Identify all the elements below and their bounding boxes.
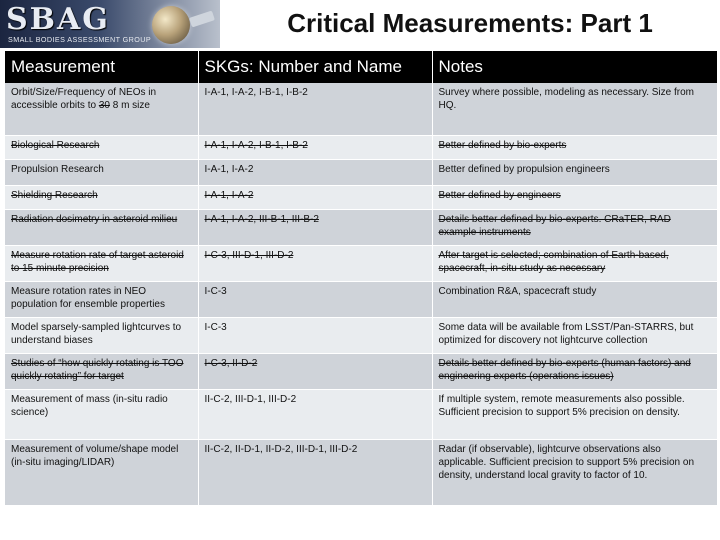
measurement-text: 8 m size [109,100,150,111]
logo-text: SBAG [6,2,110,37]
spacecraft-image [189,11,215,28]
measurement-cell [5,83,198,135]
skg-cell: I-C-3 [198,317,432,353]
page-title: Critical Measurements: Part 1 [287,8,653,38]
notes-cell: Better defined by engineers [432,185,717,209]
measurement-cell: Measurement of volume/shape model (in-situ imaging/LIDAR) [5,439,198,505]
skg-cell: I-A-1, I-A-2 [198,159,432,185]
measurement-cell: Measure rotation rates in NEO population for ensemble properties [5,281,198,317]
skg-cell: I-C-3 [198,281,432,317]
header-skgs: SKGs: Number and Name [198,51,432,83]
measurement-cell: Measure rotation rate of target asteroid to 15 minute precision [5,245,198,281]
table-row [5,209,717,245]
measurement-cell: Model sparsely-sampled lightcurves to understand biases [5,317,198,353]
skg-cell: I-C-3, II-D-2 [198,353,432,389]
logo-subtitle: SMALL BODIES ASSESSMENT GROUP [8,35,152,44]
measurement-cell: Biological Research [5,135,198,159]
table-row [5,83,717,135]
skg-cell: I-A-1, I-A-2 [198,185,432,209]
notes-cell: Better defined by bio-experts [432,135,717,159]
measurement-cell: Propulsion Research [5,159,198,185]
skg-cell: I-A-1, I-A-2, I-B-1, I-B-2 [198,83,432,135]
notes-cell: Radar (if observable), lightcurve observations also applicable. Sufficient precision to support 5% precision on density, understand local gravity to factor of 10. [432,439,717,505]
skg-cell: I-A-1, I-A-2, I-B-1, I-B-2 [198,135,432,159]
notes-cell: Better defined by propulsion engineers [432,159,717,185]
notes-cell: Details better defined by bio-experts. CRaTER, RAD example instruments [432,209,717,245]
notes-cell: Survey where possible, modeling as necessary. Size from HQ. [432,83,717,135]
table-row [5,135,717,159]
notes-cell: Some data will be available from LSST/Pan-STARRS, but optimized for discovery not lightcurve collection [432,317,717,353]
skg-cell: II-C-2, III-D-1, III-D-2 [198,389,432,439]
table-row [5,439,717,505]
header-notes: Notes [432,51,717,83]
skg-cell: II-C-2, II-D-1, II-D-2, III-D-1, III-D-2 [198,439,432,505]
table-row [5,185,717,209]
measurement-cell: Studies of “how quickly rotating is TOO quickly rotating” for target [5,353,198,389]
table-header-row [5,51,717,83]
notes-cell: Combination R&A, spacecraft study [432,281,717,317]
struck-value: 30 [98,100,110,111]
measurements-table [5,51,718,506]
table-row [5,159,717,185]
measurement-cell: Measurement of mass (in-situ radio science) [5,389,198,439]
measurement-cell: Radiation dosimetry in asteroid milieu [5,209,198,245]
sbag-logo [0,0,220,48]
skg-cell: I-A-1, I-A-2, III-B-1, III-B-2 [198,209,432,245]
table-row [5,317,717,353]
skg-cell: I-C-3, III-D-1, III-D-2 [198,245,432,281]
notes-cell: Details better defined by bio-experts (human factors) and engineering experts (operations issues) [432,353,717,389]
asteroid-image [152,6,190,44]
measurement-text: Orbit/Size/Frequency of NEOs in accessible orbits to [11,87,157,111]
measurement-cell: Shielding Research [5,185,198,209]
table-row [5,389,717,439]
header-measurement: Measurement [5,51,198,83]
notes-cell: After target is selected; combination of Earth-based, spacecraft, in-situ study as necessary [432,245,717,281]
notes-cell: If multiple system, remote measurements also possible. Sufficient precision to support 5% precision on density. [432,389,717,439]
table-row [5,245,717,281]
table-row [5,353,717,389]
table-row [5,281,717,317]
